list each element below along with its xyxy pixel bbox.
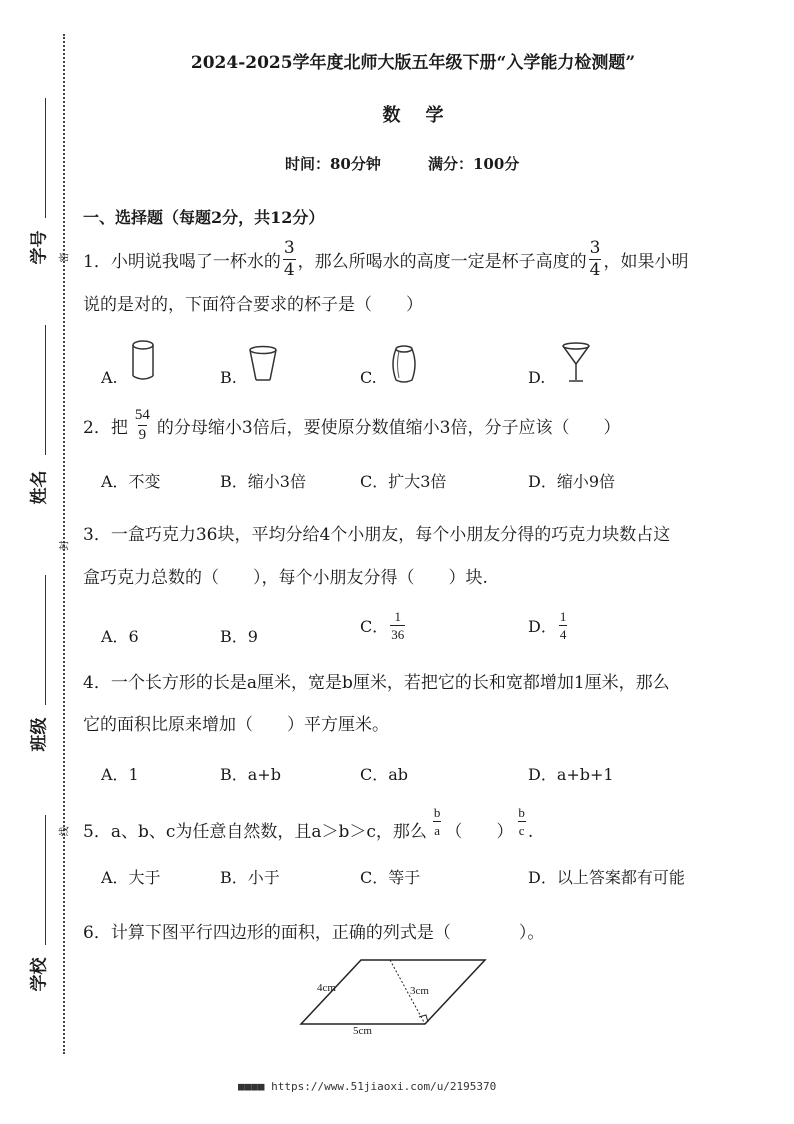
question-4-line-2: 它的面积比原来增加（ ）平方厘米。 xyxy=(83,715,389,735)
q1-option-b[interactable]: B. xyxy=(220,368,237,387)
fraction-1-36 xyxy=(390,610,405,641)
question-5-suffix: . xyxy=(527,822,534,842)
q3-option-c-label: C． xyxy=(360,617,389,636)
fraction-denominator: 4 xyxy=(283,260,295,280)
question-1-line-2: 说的是对的，下面符合要求的杯子是（ ） xyxy=(83,295,423,315)
q3-option-d[interactable] xyxy=(528,610,569,641)
parallelogram-figure xyxy=(295,955,495,1035)
seal-mark-xian: 线 xyxy=(59,826,71,837)
height-label: 3cm xyxy=(410,985,429,997)
seal-mark-mi: 密 xyxy=(59,252,71,263)
fraction-1-4 xyxy=(559,610,568,641)
q5-option-b[interactable]: B．小于 xyxy=(220,868,280,887)
fraction-numerator: 3 xyxy=(589,238,601,258)
fraction-numerator: b xyxy=(518,805,525,820)
question-4-line-1: 4．一个长方形的长是a厘米，宽是b厘米，若把它的长和宽都增加1厘米，那么 xyxy=(83,673,670,693)
question-3-line-1: 3．一盒巧克力36块，平均分给4个小朋友，每个小朋友分得的巧克力块数占这 xyxy=(83,525,671,545)
student-id-label: 学号 xyxy=(29,230,50,265)
fraction-numerator: 1 xyxy=(394,609,401,624)
fraction-denominator: 9 xyxy=(138,427,147,443)
section-heading: 一、选择题（每题2分，共12分） xyxy=(83,208,325,227)
q5-option-a[interactable]: A．大于 xyxy=(101,868,161,887)
q3-option-b[interactable]: B．9 xyxy=(220,627,258,646)
q3-option-a[interactable]: A．6 xyxy=(101,627,139,646)
fraction-54-9 xyxy=(134,408,151,443)
fraction-3-4-a xyxy=(283,240,296,279)
fraction-denominator: a xyxy=(434,823,441,838)
q5-option-d[interactable]: D．以上答案都有可能 xyxy=(528,868,685,887)
martini-glass-icon xyxy=(560,340,594,386)
student-id-line xyxy=(45,98,46,218)
question-2-suffix: 的分母缩小3倍后，要使原分数值缩小3倍，分子应该（ ） xyxy=(156,418,621,438)
q1-option-a[interactable]: A. xyxy=(101,368,118,387)
question-1-text-a: 1．小明说我喝了一杯水的 xyxy=(83,252,281,272)
name-label: 姓名 xyxy=(29,470,50,505)
school-line xyxy=(45,815,46,945)
q1-option-d[interactable]: D. xyxy=(528,368,546,387)
fraction-denominator: 36 xyxy=(391,627,405,642)
time-label: 时间：80分钟 xyxy=(285,155,381,173)
footer-url[interactable]: https://www.51jiaoxi.com/u/2195370 xyxy=(271,1080,497,1093)
footer-prefix: ■■■■ xyxy=(238,1080,265,1093)
question-5 xyxy=(83,806,533,846)
question-2-prefix: 2．把 xyxy=(83,418,128,438)
fraction-denominator: 4 xyxy=(559,627,567,642)
fraction-numerator: 3 xyxy=(283,238,295,258)
fraction-numerator: b xyxy=(433,805,441,820)
school-label: 学校 xyxy=(29,957,50,992)
fraction-numerator: 54 xyxy=(134,407,150,423)
question-3-line-2: 盒巧克力总数的（ ），每个小朋友分得（ ）块. xyxy=(83,568,488,588)
fraction-b-c xyxy=(517,806,526,837)
fraction-denominator: c xyxy=(518,823,525,838)
q4-option-a[interactable]: A．1 xyxy=(101,765,139,784)
question-5-blank: （ ） xyxy=(445,822,514,842)
name-line xyxy=(45,325,46,455)
q4-option-b[interactable]: B．a+b xyxy=(220,765,281,784)
seal-mark-feng: 封 xyxy=(59,540,71,551)
question-5-prefix: 5．a、b、c为任意自然数，且a＞b＞c，那么 xyxy=(83,822,427,842)
fraction-numerator: 1 xyxy=(559,609,567,624)
base-label: 5cm xyxy=(353,1025,372,1035)
fraction-3-4-b xyxy=(589,240,602,279)
q5-option-c[interactable]: C．等于 xyxy=(360,868,421,887)
barrel-cup-icon xyxy=(390,342,420,386)
q4-option-d[interactable]: D．a+b+1 xyxy=(528,765,614,784)
exam-title: 2024-2025学年度北师大版五年级下册“入学能力检测题” xyxy=(190,53,636,73)
q3-option-c[interactable] xyxy=(360,610,407,641)
fraction-b-a xyxy=(433,806,442,837)
class-line xyxy=(45,575,46,705)
tapered-cup-icon xyxy=(248,344,280,384)
subject-title: 数 学 xyxy=(382,105,444,126)
q2-option-b[interactable]: B．缩小3倍 xyxy=(220,472,306,491)
side-length-label: 4cm xyxy=(317,982,336,994)
q2-option-c[interactable]: C．扩大3倍 xyxy=(360,472,447,491)
class-label: 班级 xyxy=(29,717,50,752)
q3-option-d-label: D． xyxy=(528,617,557,636)
q2-option-a[interactable]: A．不变 xyxy=(101,472,161,491)
question-6: 6．计算下图平行四边形的面积，正确的列式是（ ）。 xyxy=(83,923,545,943)
question-2 xyxy=(83,408,620,443)
fraction-denominator: 4 xyxy=(589,260,601,280)
question-1-text-b: ，那么所喝水的高度一定是杯子高度的 xyxy=(297,252,587,272)
question-1-line-1 xyxy=(83,240,688,279)
q1-option-c[interactable]: C. xyxy=(360,368,377,387)
score-label: 满分：100分 xyxy=(428,155,520,173)
q2-option-d[interactable]: D．缩小9倍 xyxy=(528,472,616,491)
footer-link[interactable] xyxy=(238,1080,496,1093)
q4-option-c[interactable]: C．ab xyxy=(360,765,409,784)
question-1-text-c: ，如果小明 xyxy=(603,252,689,272)
cylinder-cup-icon xyxy=(130,338,160,384)
